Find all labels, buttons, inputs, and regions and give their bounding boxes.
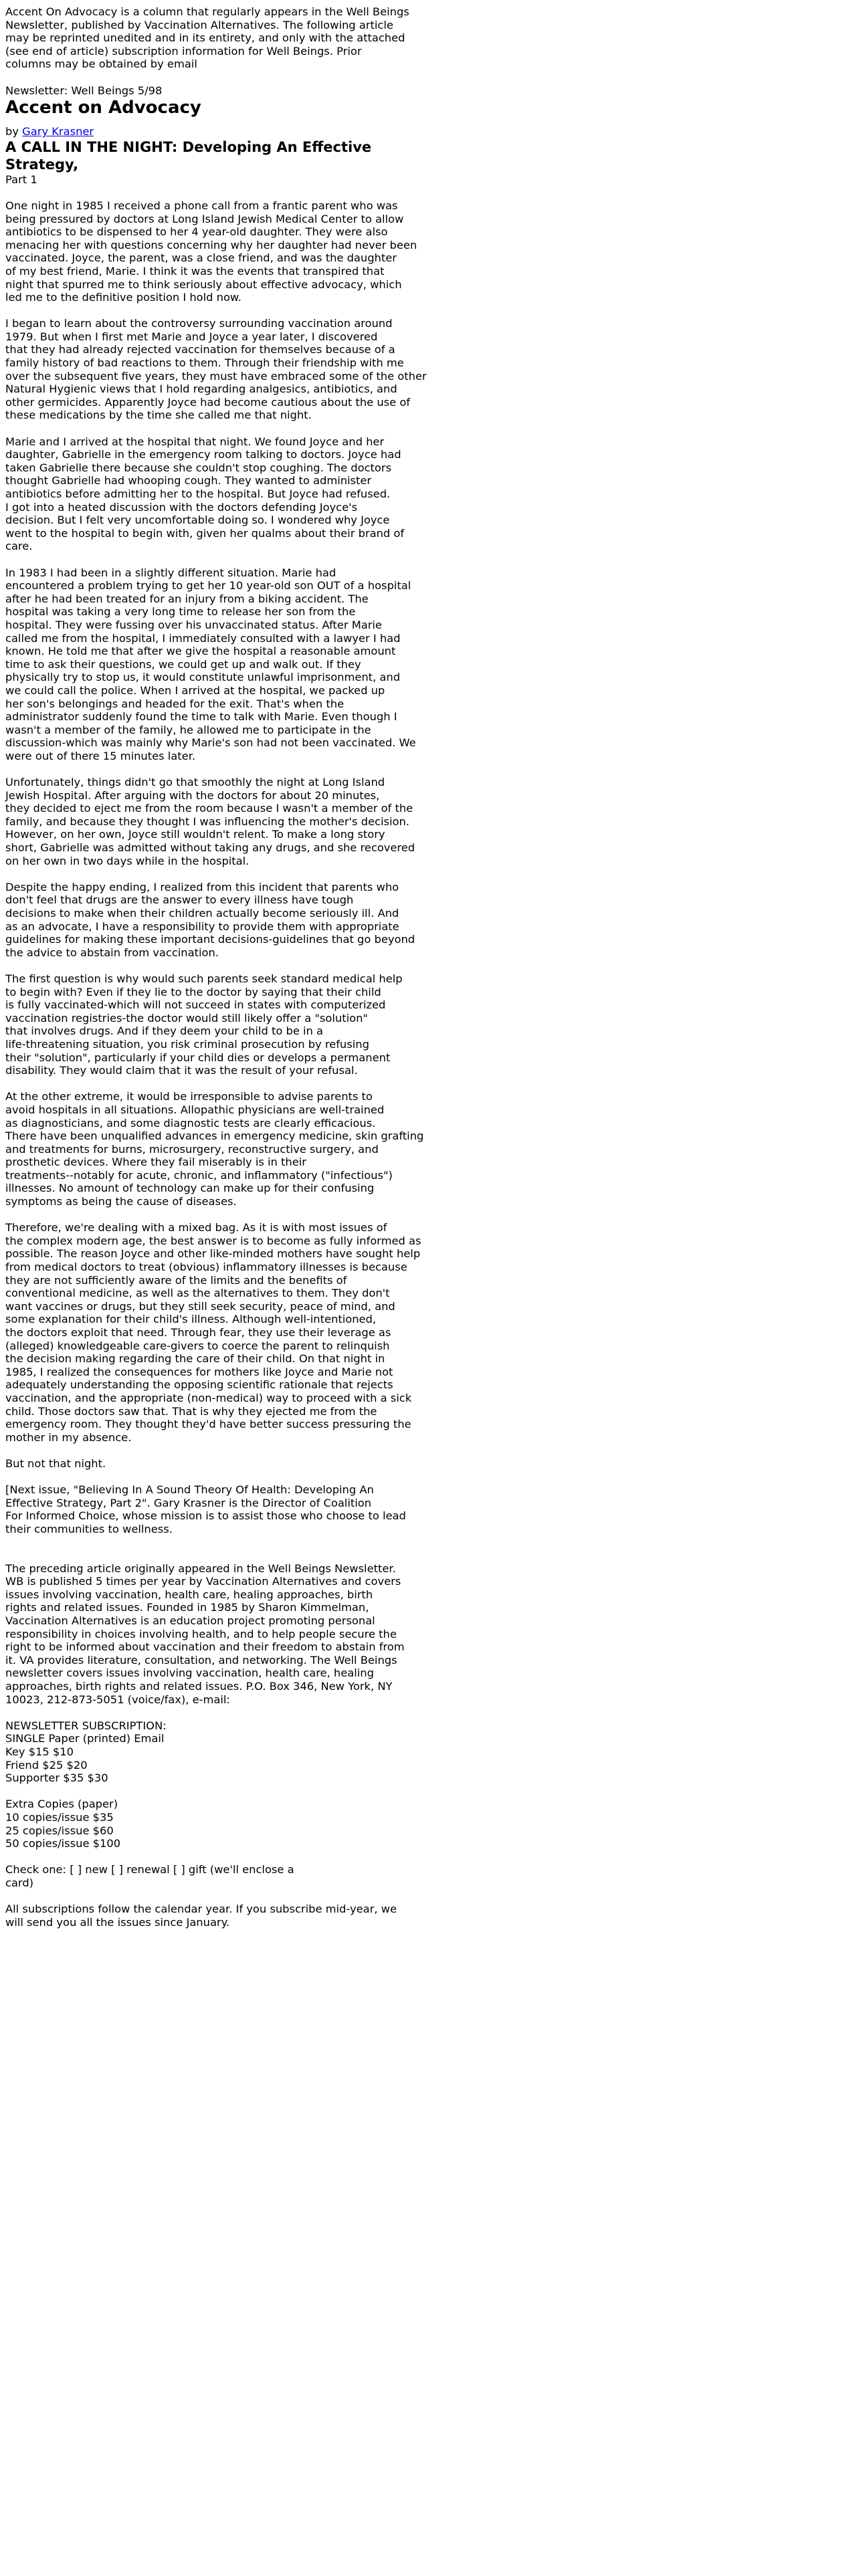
intro-paragraph: Accent On Advocacy is a column that regularly appears in the Well Beings Newsletter, published by Vaccination Alternatives. The following article may be reprinted unedited and in its entirety, and only with the attached (see end of article) subscription information for Well Beings. Prior columns may be obtained by email [5,5,409,71]
column-title: Accent on Advocacy [5,98,201,118]
article-paragraph-4: In 1983 I had been in a slightly different situation. Marie had encountered a problem trying to get her 10 year-old son OUT of a hospital after he had been treated for an injury from a biking accident. The hospital was taking a very long time to release her son from the hospital. They were fussing over his unvaccinated status. After Marie called me from the hospital, I immediately consulted with a lawyer I had known. He told me that after we give the hospital a reasonable amount time to ask their questions, we could get up and walk out. If they physically try to stop us, it would constitute unlawful imprisonment, and we could call the police. When I arrived at the hospital, we packed up her son's belongings and headed for the exit. That's when the administrator suddenly found the time to talk with Marie. Even though I wasn't a member of the family, he allowed me to participate in the discussion-which was mainly why Marie's son had not been vaccinated. We were out of there 15 minutes later. [5,566,416,762]
footer-paragraph: The preceding article originally appeared in the Well Beings Newsletter. WB is published 5 times per year by Vaccination Alternatives and covers issues involving vaccination, health care, healing approaches, birth rights and related issues. Founded in 1985 by Sharon Kimmelman, Vaccination Alternatives is an education project promoting personal responsibility in choices involving health, and to help people secure the right to be informed about vaccination and their freedom to abstain from it. VA provides literature, consultation, and networking. The Well Beings newsletter covers issues involving vaccination, health care, healing approaches, birth rights and related issues. P.O. Box 346, New York, NY 10023, 212-873-5051 (voice/fax), e-mail: [5,1562,405,1706]
article-paragraph-7: The first question is why would such parents seek standard medical help to begin with? Even if they lie to the doctor by saying that their child is fully vaccinated-which will not succeed in states with computerized vaccination registries-the doctor would still likely offer a "solution" that involves drugs. And if they deem your child to be in a life-threatening situation, you risk criminal prosecution by refusing their "solution", particularly if your child dies or develops a permanent disability. They would claim that it was the result of your refusal. [5,972,403,1077]
byline-prefix: by [5,125,23,138]
article-paragraph-10: But not that night. [5,1457,106,1470]
article-title: A CALL IN THE NIGHT: Developing An Effective Strategy, [5,138,372,173]
article-paragraph-9: Therefore, we're dealing with a mixed bag. As it is with most issues of the complex modern age, the best answer is to become as fully informed as possible. The reason Joyce and other like-minded mothers have sought help from medical doctors to treat (obvious) inflammatory illnesses is because they are not sufficiently aware of the limits and the benefits of conventional medicine, as well as the alternatives to them. They don't want vaccines or drugs, but they still seek security, peace of mind, and some explanation for their child's illness. Although well-intentioned, the doctors exploit that need. Through fear, they use their leverage as (alleged) knowledgeable care-givers to coerce the parent to relinquish the decision making regarding the care of their child. On that night in 1985, I realized the consequences for mothers like Joyce and Marie not adequately understanding the opposing scientific rationale that rejects vaccination, and the appropriate (non-medical) way to proceed with a sick child. Those doctors saw that. That is why they ejected me from the emergency room. They thought they'd have better success pressuring the mother in my absence. [5,1221,421,1444]
check-one-line: Check one: [ ] new [ ] renewal [ ] gift (we'll enclose a card) [5,1863,294,1889]
subscription-section [5,1719,447,1785]
subscription-heading: NEWSLETTER SUBSCRIPTION: [5,1719,167,1732]
article-part: Part 1 [5,173,37,186]
subscription-columns: SINGLE Paper (printed) Email [5,1732,165,1745]
article-paragraph-3: Marie and I arrived at the hospital that night. We found Joyce and her daughter, Gabrielle in the emergency room talking to doctors. Joyce had taken Gabrielle there because she couldn't stop coughing. The doctors thought Gabrielle had whooping cough. They wanted to administer antibiotics before admitting her to the hospital. But Joyce had refused. I got into a heated discussion with the doctors defending Joyce's decision. But I felt very uncomfortable doing so. I wondered why Joyce went to the hospital to begin with, given her qualms about their brand of care. [5,435,405,553]
extra-copies-option: 25 copies/issue $60 [5,1824,114,1837]
closing-note: All subscriptions follow the calendar year. If you subscribe mid-year, we will send you all the issues since January. [5,1903,397,1929]
next-issue-note: [Next issue, "Believing In A Sound Theory Of Health: Developing An Effective Strategy, Part 2". Gary Krasner is the Director of Coalition For Informed Choice, whose mission is to assist those who choose to lead their communities to wellness. [5,1483,406,1535]
extra-copies-heading: Extra Copies (paper) [5,1798,118,1811]
extra-copies-option: 50 copies/issue $100 [5,1837,121,1850]
article-paragraph-5: Unfortunately, things didn't go that smoothly the night at Long Island Jewish Hospital. After arguing with the doctors for about 20 minutes, they decided to eject me from the room because I wasn't a member of the family, and because they thought I was influencing the mother's decision. However, on her own, Joyce still wouldn't relent. To make a long story short, Gabrielle was admitted without taking any drugs, and she recovered on her own in two days while in the hospital. [5,776,415,867]
article-paragraph-1: One night in 1985 I received a phone call from a frantic parent who was being pressured by doctors at Long Island Jewish Medical Center to allow antibiotics to be dispensed to her 4 year-old daughter. They were also menacing her with questions concerning why her daughter had never been vaccinated. Joyce, the parent, was a close friend, and was the daughter of my best friend, Marie. I think it was the events that transpired that night that spurred me to think seriously about effective advocacy, which led me to the definitive position I hold now. [5,199,417,304]
article-paragraph-6: Despite the happy ending, I realized from this incident that parents who don't feel that drugs are the answer to every illness have tough decisions to make when their children actually become seriously ill. And as an advocate, I have a responsibility to provide them with appropriate guidelines for making these important decisions-guidelines that go beyond the advice to abstain from vaccination. [5,880,415,959]
article-paragraph-2: I began to learn about the controversy surrounding vaccination around 1979. But when I first met Marie and Joyce a year later, I discovered that they had already rejected vaccination for themselves because of a family history of bad reactions to them. Through their friendship with me over the subsequent five years, they must have embraced some of the other Natural Hygienic views that I hold regarding analgesics, antibiotics, and other germicides. Apparently Joyce had become cautious about the use of these medications by the time she called me that night. [5,317,427,422]
extra-copies-option: 10 copies/issue $35 [5,1810,114,1824]
author-link[interactable]: Gary Krasner [22,125,94,138]
subscription-tier-key: Key $15 $10 [5,1745,74,1758]
extra-copies-section [5,1798,447,1850]
article-paragraph-8: At the other extreme, it would be irresponsible to advise parents to avoid hospitals in all situations. Allopathic physicians are well-trained as diagnosticians, and some diagnostic tests are clearly efficacious. There have been unqualified advances in emergency medicine, skin grafting and treatments for burns, microsurgery, reconstructive surgery, and prosthetic devices. Where they fail miserably is in their treatments--notably for acute, chronic, and inflammatory ("infectious") illnesses. No amount of technology can make up for their confusing symptoms as being the cause of diseases. [5,1090,424,1208]
subscription-tier-friend: Friend $25 $20 [5,1758,88,1772]
byline [5,125,447,138]
subscription-tier-supporter: Supporter $35 $30 [5,1772,108,1785]
newsletter-line: Newsletter: Well Beings 5/98 [5,84,163,97]
document-column [5,5,447,1929]
